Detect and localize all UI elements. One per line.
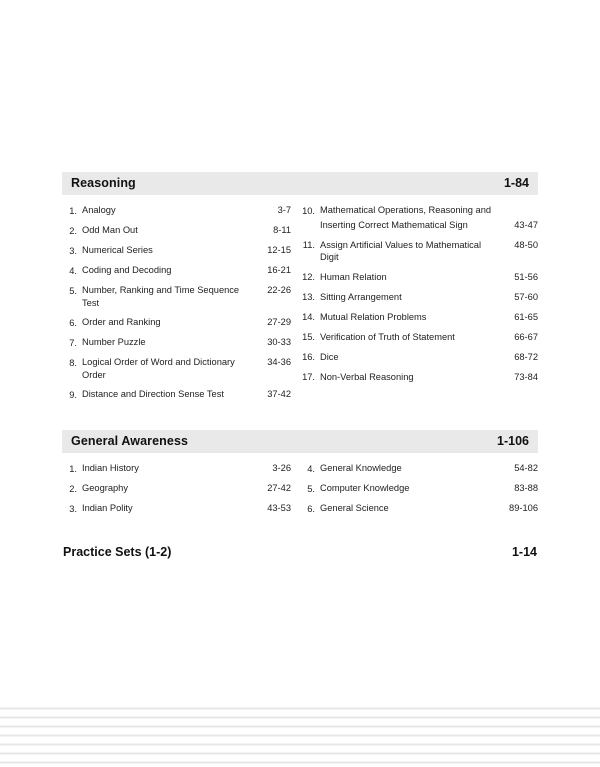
toc-entry[interactable] [62, 336, 291, 349]
entries-column-right [300, 204, 538, 408]
toc-entry[interactable] [62, 462, 291, 475]
entry-pages: 89-106 [509, 503, 538, 513]
entry-pages: 57-60 [514, 291, 538, 302]
section-page-range: 1-84 [503, 176, 529, 190]
entry-number: 4. [307, 463, 315, 474]
entry-title: General Science [320, 503, 389, 513]
section-reasoning [62, 172, 538, 408]
entry-title: Coding and Decoding [82, 265, 172, 275]
entry-pages: 22-26 [267, 285, 291, 295]
section-title: Practice Sets (1-2) [63, 545, 172, 559]
entry-pages: 83-88 [514, 483, 538, 493]
toc-entry[interactable] [62, 224, 291, 237]
entry-title: Sitting Arrangement [320, 291, 402, 302]
toc-entry[interactable] [300, 331, 538, 344]
entry-title: General Knowledge [320, 463, 402, 473]
toc-entry[interactable] [300, 291, 538, 304]
entry-title: Indian Polity [82, 503, 133, 513]
entry-number: 8. [69, 357, 77, 368]
entry-pages: 37-42 [267, 389, 291, 399]
entry-title: Numerical Series [82, 245, 153, 255]
toc-entry[interactable] [300, 351, 538, 364]
entry-pages: 68-72 [514, 351, 538, 362]
entry-title: Non-Verbal Reasoning [320, 371, 414, 382]
entry-title: Mutual Relation Problems [320, 311, 427, 322]
entry-title: Geography [82, 483, 128, 493]
entry-pages: 27-29 [267, 317, 291, 327]
entry-number: 4. [69, 265, 77, 276]
toc-entry[interactable] [300, 239, 538, 264]
entry-title: Computer Knowledge [320, 483, 410, 493]
toc-entry[interactable] [62, 264, 291, 277]
entry-number: 15. [302, 332, 315, 342]
toc-entry[interactable] [300, 502, 538, 515]
toc-entry[interactable] [62, 316, 291, 329]
entry-title: Verification of Truth of Statement [320, 331, 455, 342]
section-practice-sets[interactable] [62, 545, 538, 559]
entry-number: 5. [307, 483, 315, 494]
toc-entry[interactable] [300, 271, 538, 284]
section-title: General Awareness [71, 434, 189, 448]
entries-column-left [62, 204, 300, 408]
entry-title: Logical Order of Word and Dictionary Order [82, 357, 235, 380]
entries-column-right [300, 462, 538, 522]
entry-title: Dice [320, 351, 339, 362]
entry-pages: 16-21 [267, 265, 291, 275]
entry-title: Odd Man Out [82, 225, 138, 235]
entry-number: 3. [69, 503, 77, 514]
entry-number: 3. [69, 245, 77, 256]
toc-entry[interactable] [62, 388, 291, 401]
entry-pages: 3-26 [272, 463, 291, 473]
entry-title-line-1: Mathematical Operations, Reasoning and [320, 205, 492, 215]
toc-entry[interactable] [62, 284, 291, 309]
entry-number: 2. [69, 225, 77, 236]
entry-number: 14. [302, 312, 315, 322]
toc-entry[interactable] [300, 204, 538, 232]
entry-number: 13. [302, 292, 315, 302]
entry-pages: 43-47 [514, 220, 538, 230]
entry-pages: 8-11 [273, 225, 291, 235]
entry-title: Distance and Direction Sense Test [82, 389, 224, 399]
entry-number: 12. [302, 272, 315, 282]
entries-column-left [62, 462, 300, 522]
entry-pages: 51-56 [514, 271, 538, 282]
entry-number: 6. [69, 317, 77, 328]
entry-pages: 30-33 [267, 337, 291, 347]
entry-title: Human Relation [320, 271, 387, 282]
entry-number: 7. [69, 337, 77, 348]
toc-entry[interactable] [300, 311, 538, 324]
toc-entry[interactable] [300, 482, 538, 495]
entry-pages: 48-50 [514, 239, 538, 250]
entry-pages: 34-36 [267, 357, 291, 367]
entry-number: 1. [69, 463, 77, 474]
entry-pages: 61-65 [514, 311, 538, 322]
entry-pages: 12-15 [267, 245, 291, 255]
entry-number: 11. [302, 240, 315, 250]
entry-title: Analogy [82, 205, 116, 215]
toc-entry[interactable] [62, 356, 291, 381]
entry-title: Number, Ranking and Time Sequence Test [82, 285, 240, 308]
toc-entry[interactable] [62, 502, 291, 515]
entry-number: 17. [302, 372, 315, 382]
entry-number: 6. [307, 503, 315, 514]
section-general-awareness [62, 430, 538, 522]
entry-title: Assign Artificial Values to Mathematical Digit [320, 239, 482, 262]
entry-title: Indian History [82, 463, 139, 473]
entry-title-line-2: Inserting Correct Mathematical Sign [320, 220, 468, 230]
section-page-range: 1-106 [497, 434, 529, 448]
section-page-range: 1-14 [511, 545, 537, 559]
toc-entry[interactable] [62, 244, 291, 257]
entry-number: 9. [69, 389, 77, 400]
entry-number: 16. [302, 352, 315, 362]
toc-entry[interactable] [300, 462, 538, 475]
entry-pages: 66-67 [514, 331, 538, 342]
entry-number: 10. [302, 205, 315, 216]
table-of-contents [62, 172, 538, 559]
entry-pages: 73-84 [514, 371, 538, 382]
toc-entry[interactable] [300, 371, 538, 384]
entry-number: 2. [69, 483, 77, 494]
decorative-stripes [0, 703, 600, 767]
toc-entry[interactable] [62, 482, 291, 495]
entry-pages: 54-82 [514, 463, 538, 473]
entry-title: Number Puzzle [82, 337, 146, 347]
entry-pages: 3-7 [277, 205, 291, 215]
section-header-reasoning [62, 172, 538, 195]
section-title: Reasoning [71, 176, 136, 190]
entries-columns [62, 462, 538, 522]
entry-title [320, 204, 504, 232]
entry-pages: 43-53 [267, 503, 291, 513]
entry-number: 1. [69, 205, 77, 216]
section-header-general-awareness [62, 430, 538, 453]
entry-pages: 27-42 [267, 483, 291, 493]
entry-title: Order and Ranking [82, 317, 161, 327]
entries-columns [62, 204, 538, 408]
toc-entry[interactable] [62, 204, 291, 217]
entry-number: 5. [69, 285, 77, 296]
